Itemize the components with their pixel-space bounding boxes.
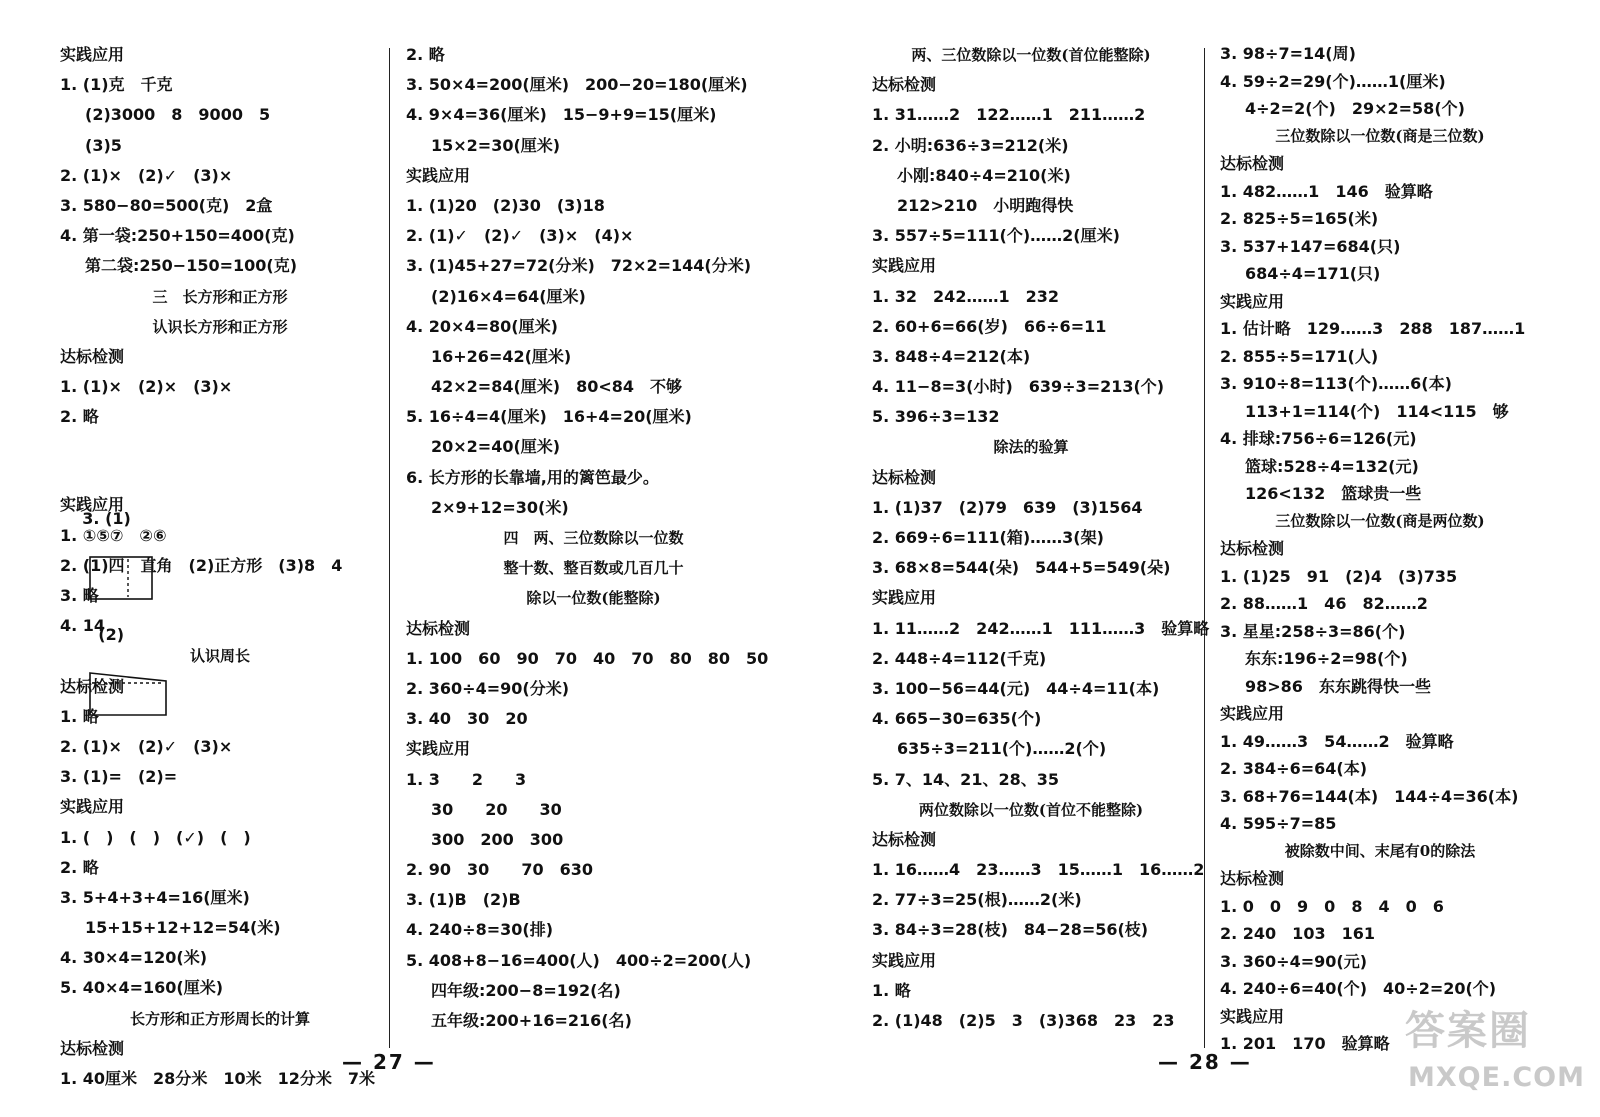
answer-line: 1. 11……2 242……1 111……3 验算略 xyxy=(872,618,1210,638)
answer-line: 1. 40厘米 28分米 10米 12分米 7米 xyxy=(60,1069,375,1088)
column-3 xyxy=(872,40,1210,1036)
answer-line: 五年级:200+16=216(名) xyxy=(431,1011,632,1030)
column-1 xyxy=(60,40,380,1094)
page-number-right: — 28 — xyxy=(1158,1050,1252,1074)
answer-line: 2. (1)四 直角 (2)正方形 (3)8 4 xyxy=(60,555,343,575)
answer-line: 3. 910÷8=113(个)……6(本) xyxy=(1220,374,1452,393)
answer-line: 2×9+12=30(米) xyxy=(431,497,569,517)
answer-line: 3. (1)B (2)B xyxy=(406,890,521,910)
section-label: 达标检测 xyxy=(60,346,125,366)
answer-line: 5. 7、14、21、28、35 xyxy=(872,769,1059,789)
answer-line: 1. 16……4 23……3 15……1 16……2 xyxy=(872,860,1205,880)
answer-line: 4. 665−30=635(个) xyxy=(872,709,1042,729)
answer-line: 4. 240÷8=30(排) xyxy=(406,920,554,940)
answer-line: 2. 77÷3=25(根)……2(米) xyxy=(872,890,1082,910)
answer-line: 212>210 小明跑得快 xyxy=(897,195,1074,215)
section-label: 达标检测 xyxy=(1220,154,1285,173)
lesson-heading: 除以一位数(能整除) xyxy=(526,589,661,608)
answer-line: 126<132 篮球贵一些 xyxy=(1245,484,1422,503)
answer-line: 1. 略 xyxy=(60,706,99,726)
answer-line: 4÷2=2(个) 29×2=58(个) xyxy=(1245,99,1465,118)
answer-line: 5. 396÷3=132 xyxy=(872,407,1000,427)
answer-line: 2. 略 xyxy=(406,45,445,64)
lesson-heading: 整十数、整百数或几百几十 xyxy=(503,559,684,578)
lesson-heading: 被除数中间、末尾有0的除法 xyxy=(1284,841,1476,860)
answer-line: 1. (1)37 (2)79 639 (3)1564 xyxy=(872,497,1143,517)
answer-line: 1. (1)25 91 (2)4 (3)735 xyxy=(1220,566,1458,586)
answer-line: 3. (1)= (2)= xyxy=(60,767,178,787)
answer-line: 3. 100−56=44(元) 44÷4=11(本) xyxy=(872,678,1160,698)
lesson-heading: 三位数除以一位数(商是两位数) xyxy=(1275,511,1485,530)
lesson-heading: 认识周长 xyxy=(189,647,250,666)
answer-line: (2)3000 8 9000 5 xyxy=(85,105,271,125)
answer-line: 1. 49……3 54……2 验算略 xyxy=(1220,731,1454,751)
column-divider xyxy=(389,48,390,1048)
answer-line: 6. 长方形的长靠墙,用的篱笆最少。 xyxy=(406,467,659,487)
answer-line: 30 20 30 xyxy=(431,799,562,819)
answer-line: 2. 240 103 161 xyxy=(1220,924,1375,943)
answer-line: 16+26=42(厘米) xyxy=(431,346,572,366)
answer-line: 3. 580−80=500(克) 2盒 xyxy=(60,195,273,215)
answer-line: 四年级:200−8=192(名) xyxy=(431,980,621,1000)
watermark-url: MXQE.COM xyxy=(1408,1062,1585,1093)
answer-line: 1. 略 xyxy=(872,980,911,1000)
answer-line: 5. 16÷4=4(厘米) 16+4=20(厘米) xyxy=(406,407,692,427)
answer-line: 20×2=40(厘米) xyxy=(431,437,561,457)
section-label: 实践应用 xyxy=(60,797,125,817)
section-label: 实践应用 xyxy=(406,165,471,185)
answer-line: 3. 537+147=684(只) xyxy=(1220,236,1401,256)
answer-line: 5. 408+8−16=400(人) 400÷2=200(人) xyxy=(406,950,752,970)
lesson-heading: 除法的验算 xyxy=(993,438,1069,457)
answer-line: 2. (1)48 (2)5 3 (3)368 23 23 xyxy=(872,1011,1175,1030)
answer-text: (2) xyxy=(98,625,125,645)
lesson-heading: 两、三位数除以一位数(首位能整除) xyxy=(911,46,1151,64)
answer-line: 2. 88……1 46 82……2 xyxy=(1220,594,1428,613)
answer-line: 4. 30×4=120(米) xyxy=(60,948,208,968)
section-label: 达标检测 xyxy=(406,618,471,638)
answer-line: 第二袋:250−150=100(克) xyxy=(85,256,298,276)
section-label: 实践应用 xyxy=(406,739,471,759)
section-label: 实践应用 xyxy=(872,256,937,276)
answer-line: 2. 855÷5=171(人) xyxy=(1220,346,1379,366)
answer-line: 1. 32 242……1 232 xyxy=(872,286,1059,306)
answer-line: 1. 31……2 122……1 211……2 xyxy=(872,105,1146,125)
answer-line: 3. 848÷4=212(本) xyxy=(872,346,1031,366)
answer-line: 98>86 东东跳得快一些 xyxy=(1245,676,1431,696)
answer-line: 113+1=114(个) 114<115 够 xyxy=(1245,401,1509,421)
lesson-heading: 三位数除以一位数(商是三位数) xyxy=(1275,126,1485,145)
answer-line: 1. ( ) ( ) (✓) ( ) xyxy=(60,827,251,847)
answer-line: 1. (1)克 千克 xyxy=(60,75,173,95)
answer-line: 684÷4=171(只) xyxy=(1245,264,1381,283)
answer-line: 1. 0 0 9 0 8 4 0 6 xyxy=(1220,896,1444,916)
answer-line: 4. 240÷6=40(个) 40÷2=20(个) xyxy=(1220,979,1497,998)
answer-line: 2. (1)× (2)✓ (3)× xyxy=(60,165,233,185)
answer-line: 4. 20×4=80(厘米) xyxy=(406,316,558,336)
section-label: 实践应用 xyxy=(1220,291,1285,311)
section-label: 达标检测 xyxy=(1220,869,1285,888)
answer-line: 2. 669÷6=111(箱)……3(架) xyxy=(872,528,1104,547)
chapter-heading: 四 两、三位数除以一位数 xyxy=(503,529,684,547)
answer-line: 东东:196÷2=98(个) xyxy=(1245,649,1408,668)
answer-line: (2)16×4=64(厘米) xyxy=(431,286,586,306)
section-label: 实践应用 xyxy=(60,495,125,515)
answer-line: 2. 825÷5=165(米) xyxy=(1220,209,1379,228)
answer-line: 2. 448÷4=112(千克) xyxy=(872,648,1047,668)
column-divider xyxy=(1204,48,1205,1048)
answer-line: 1. 482……1 146 验算略 xyxy=(1220,181,1433,201)
answer-line: 3. 84÷3=28(枝) 84−28=56(枝) xyxy=(872,920,1149,940)
answer-line: 3. 40 30 20 xyxy=(406,709,528,729)
answer-line: 3. (1)45+27=72(分米) 72×2=144(分米) xyxy=(406,256,752,276)
answer-line: 4. 9×4=36(厘米) 15−9+9=15(厘米) xyxy=(406,105,717,125)
answer-line: 3. 68×8=544(朵) 544+5=549(朵) xyxy=(872,558,1171,578)
lesson-heading: 认识长方形和正方形 xyxy=(152,317,288,336)
answer-line: 4. 第一袋:250+150=400(克) xyxy=(60,226,295,246)
answer-line: 4. 11−8=3(小时) 639÷3=213(个) xyxy=(872,377,1165,397)
answer-line: 15+15+12+12=54(米) xyxy=(85,918,281,938)
answer-line: 篮球:528÷4=132(元) xyxy=(1245,456,1419,476)
answer-line: 1. (1)× (2)× (3)× xyxy=(60,377,233,397)
section-label: 实践应用 xyxy=(60,45,125,64)
answer-line: 1. 3 2 3 xyxy=(406,769,527,789)
answer-line: 2. 小明:636÷3=212(米) xyxy=(872,135,1069,155)
answer-line: 2. (1)× (2)✓ (3)× xyxy=(60,736,233,756)
answer-line: 4. 59÷2=29(个)……1(厘米) xyxy=(1220,71,1446,91)
answer-line: 3. 68+76=144(本) 144÷4=36(本) xyxy=(1220,786,1519,806)
answer-line: 2. (1)✓ (2)✓ (3)× (4)× xyxy=(406,226,634,246)
column-4 xyxy=(1220,40,1540,1058)
section-label: 达标检测 xyxy=(872,467,937,487)
lesson-heading: 长方形和正方形周长的计算 xyxy=(129,1009,310,1028)
answer-line: 300 200 300 xyxy=(431,829,564,849)
answer-line: 1. 201 170 验算略 xyxy=(1220,1034,1390,1053)
section-label: 达标检测 xyxy=(60,1038,125,1058)
section-label: 达标检测 xyxy=(872,75,937,95)
answer-line: 3. 50×4=200(厘米) 200−20=180(厘米) xyxy=(406,75,748,95)
answer-line: 1. 估计略 129……3 288 187……1 xyxy=(1220,319,1526,338)
section-label: 实践应用 xyxy=(872,588,937,608)
answer-line: 635÷3=211(个)……2(个) xyxy=(897,739,1107,759)
answer-line: 3. 星星:258÷3=86(个) xyxy=(1220,621,1406,641)
answer-line: 2. 60+6=66(岁) 66÷6=11 xyxy=(872,316,1107,336)
section-label: 达标检测 xyxy=(60,676,125,696)
lesson-heading: 两位数除以一位数(首位不能整除) xyxy=(918,800,1144,819)
answer-line: 2. 略 xyxy=(60,407,99,427)
answer-line: 2. 384÷6=64(本) xyxy=(1220,759,1368,778)
section-label: 达标检测 xyxy=(872,829,937,849)
answer-line: 2. 90 30 70 630 xyxy=(406,860,593,880)
answer-line: 3. 略 xyxy=(60,586,99,605)
section-label: 实践应用 xyxy=(1220,1006,1285,1026)
answer-line: 5. 40×4=160(厘米) xyxy=(60,978,224,998)
answer-line: (3)5 xyxy=(85,135,122,155)
answer-line: 3. 98÷7=14(周) xyxy=(1220,44,1356,63)
answer-text: 3. (1) xyxy=(82,509,131,529)
answer-line: 1. ①⑤⑦ ②⑥ xyxy=(60,525,167,545)
watermark-logo: 答案圈 xyxy=(1405,1008,1531,1054)
section-label: 实践应用 xyxy=(872,950,937,970)
answer-line: 15×2=30(厘米) xyxy=(431,135,561,155)
answer-line: 2. 略 xyxy=(60,857,99,877)
answer-line: 3. 360÷4=90(元) xyxy=(1220,951,1368,971)
section-label: 达标检测 xyxy=(1220,539,1285,558)
chapter-heading: 三 长方形和正方形 xyxy=(152,287,288,306)
page-number-left: — 27 — xyxy=(342,1050,436,1074)
answer-line: 小刚:840÷4=210(米) xyxy=(897,165,1071,185)
column-2 xyxy=(406,40,781,1036)
answer-line: 1. 100 60 90 70 40 70 80 80 50 xyxy=(406,648,769,668)
answer-line: 2. 360÷4=90(分米) xyxy=(406,678,570,698)
answer-line: 42×2=84(厘米) 80<84 不够 xyxy=(431,377,683,397)
answer-line: 1. (1)20 (2)30 (3)18 xyxy=(406,195,605,215)
answer-line: 3. 557÷5=111(个)……2(厘米) xyxy=(872,226,1120,246)
section-label: 实践应用 xyxy=(1220,704,1285,723)
answer-line: 3. 5+4+3+4=16(厘米) xyxy=(60,887,250,907)
answer-line: 4. 排球:756÷6=126(元) xyxy=(1220,429,1417,448)
answer-line: 4. 14 xyxy=(60,616,106,636)
answer-line: 4. 595÷7=85 xyxy=(1220,814,1337,833)
